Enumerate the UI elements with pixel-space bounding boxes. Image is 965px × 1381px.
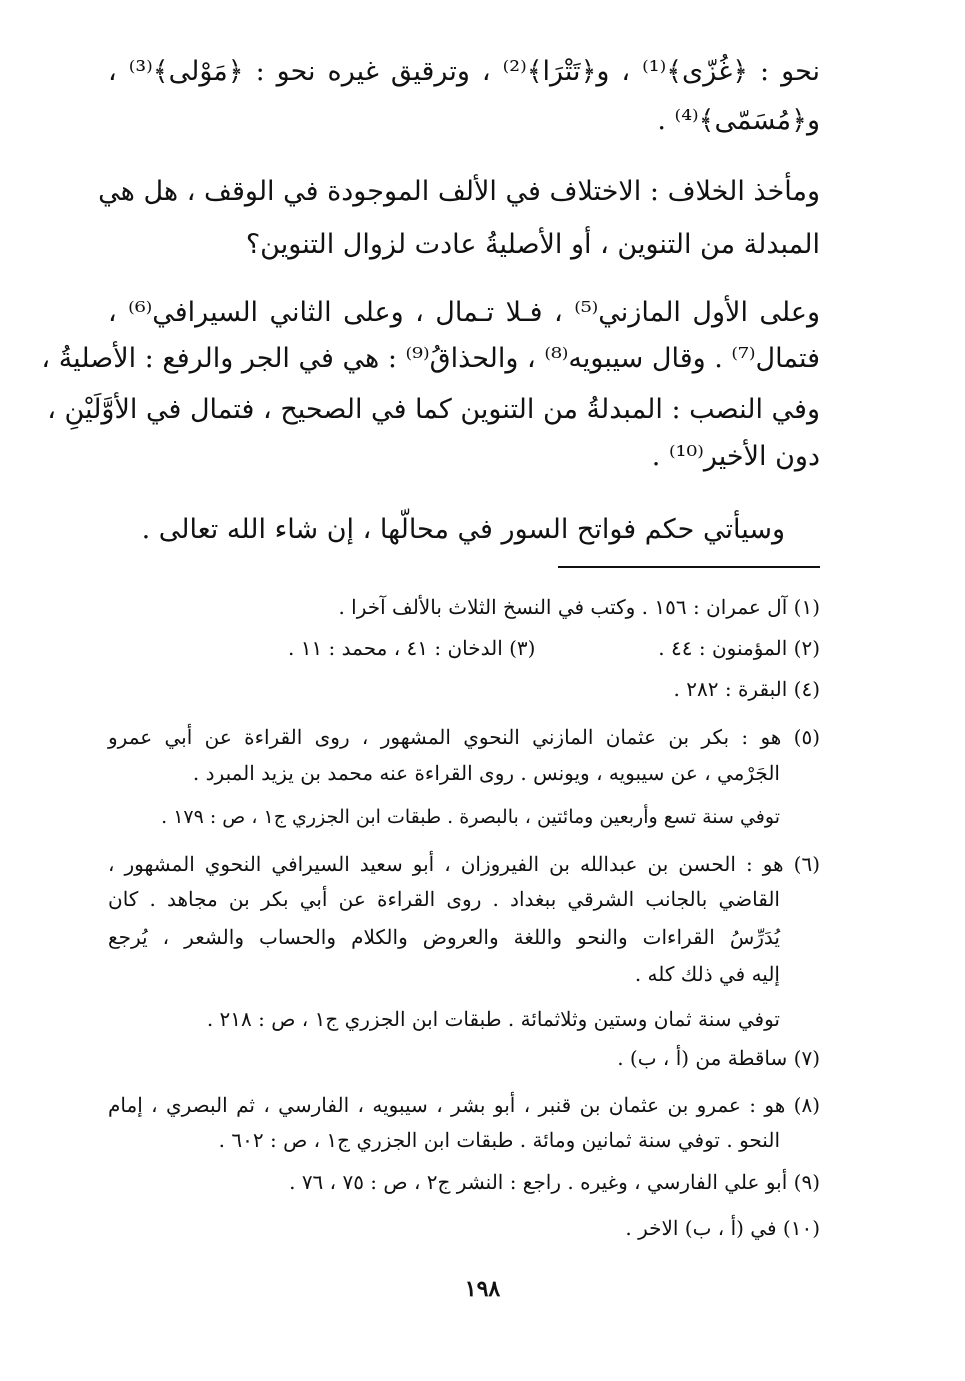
body-line-8: دون الأخير⁽¹⁰⁾ .	[651, 441, 820, 472]
footnote-1: (١) آل عمران : ١٥٦ . وكتب في النسخ الثلاث بالألف آخرا .	[338, 595, 820, 619]
body-line-9: وسيأتي حكم فواتح السور في محالّها ، إن شاء الله تعالى .	[141, 514, 785, 545]
footnote-7: (٧) ساقطة من (أ ، ب) .	[617, 1046, 820, 1070]
footnote-5-line-3: توفي سنة تسع وأربعين ومائتين ، بالبصرة . طبقات ابن الجزري ج١ ، ص : ١٧٩ .	[161, 806, 780, 828]
footnote-5-line-1: (٥) هو : بكر بن عثمان المازني النحوي المشهور ، روى القراءة عن أبي عمرو	[108, 725, 820, 749]
footnote-row-2-3	[108, 635, 820, 661]
footnote-8-line-1: (٨) هو : عمرو بن عثمان بن قنبر ، أبو بشر ، سيبويه ، الفارسي ، ثم البصري ، إمام	[108, 1093, 820, 1117]
footnote-5-line-2: الجَرْمي ، عن سيبويه ، ويونس . روى القراءة عنه محمد بن يزيد المبرد .	[192, 761, 780, 785]
body-line-5: وعلى الأول المازني⁽⁵⁾ ، فـلا تـمال ، وعلى الثاني السيرافي⁽⁶⁾ ،	[108, 297, 820, 328]
footnote-9: (٩) أبو علي الفارسي ، وغيره . راجع : النشر ج٢ ، ص : ٧٥ ، ٧٦ .	[289, 1170, 820, 1194]
footnote-6-line-4: إليه في ذلك كله .	[634, 962, 780, 986]
body-line-6: فتمال⁽⁷⁾ . وقال سيبويه⁽⁸⁾ ، والحذاقُ⁽⁹⁾ : هي في الجر والرفع : الأصليةُ ،	[41, 343, 820, 374]
body-line-1: نحو : ﴿غُزّى﴾⁽¹⁾ ، و﴿تَتْرَا﴾⁽²⁾ ، وترقيق غيره نحو : ﴿مَوْلى﴾⁽³⁾ ،	[108, 56, 821, 87]
footnote-8-line-2: النحو . توفي سنة ثمانين ومائة . طبقات ابن الجزري ج١ ، ص : ٦٠٢ .	[218, 1128, 780, 1152]
footnote-6-line-1: (٦) هو : الحسن بن عبدالله بن الفيروزان ، أبو سعيد السيرافي النحوي المشهور ،	[108, 852, 820, 876]
body-line-4: المبدلة من التنوين ، أو الأصليةُ عادت لزوال التنوين؟	[245, 229, 820, 260]
page-number: ١٩٨	[464, 1276, 501, 1302]
footnote-6-line-2: القاضي بالجانب الشرقي ببغداد . روى القراءة عن أبي بكر بن مجاهد . كان	[108, 887, 780, 911]
footnote-6-line-5: توفي سنة ثمان وستين وثلاثمائة . طبقات ابن الجزري ج١ ، ص : ٢١٨ .	[206, 1007, 780, 1031]
footnote-2: (٢) المؤمنون : ٤٤ .	[658, 636, 820, 660]
footnote-separator	[558, 566, 820, 568]
footnote-3: (٣) الدخان : ٤١ ، محمد : ١١ .	[288, 636, 536, 660]
body-line-2: و﴿مُسَمّى﴾⁽⁴⁾ .	[657, 105, 820, 136]
footnote-6-line-3: يُدَرِّسُ القراءات والنحو واللغة والعروض والكلام والحساب والشعر ، يُرجع	[108, 925, 780, 949]
body-line-3: ومأخذ الخلاف : الاختلاف في الألف الموجودة في الوقف ، هل هي	[98, 176, 820, 207]
footnote-10: (١٠) في (أ ، ب) الاخر .	[625, 1216, 820, 1240]
footnote-4: (٤) البقرة : ٢٨٢ .	[673, 677, 820, 701]
body-line-7: وفي النصب : المبدلةُ من التنوين كما في الصحيح ، فتمال في الأوَّلَيْنِ ،	[47, 394, 820, 425]
